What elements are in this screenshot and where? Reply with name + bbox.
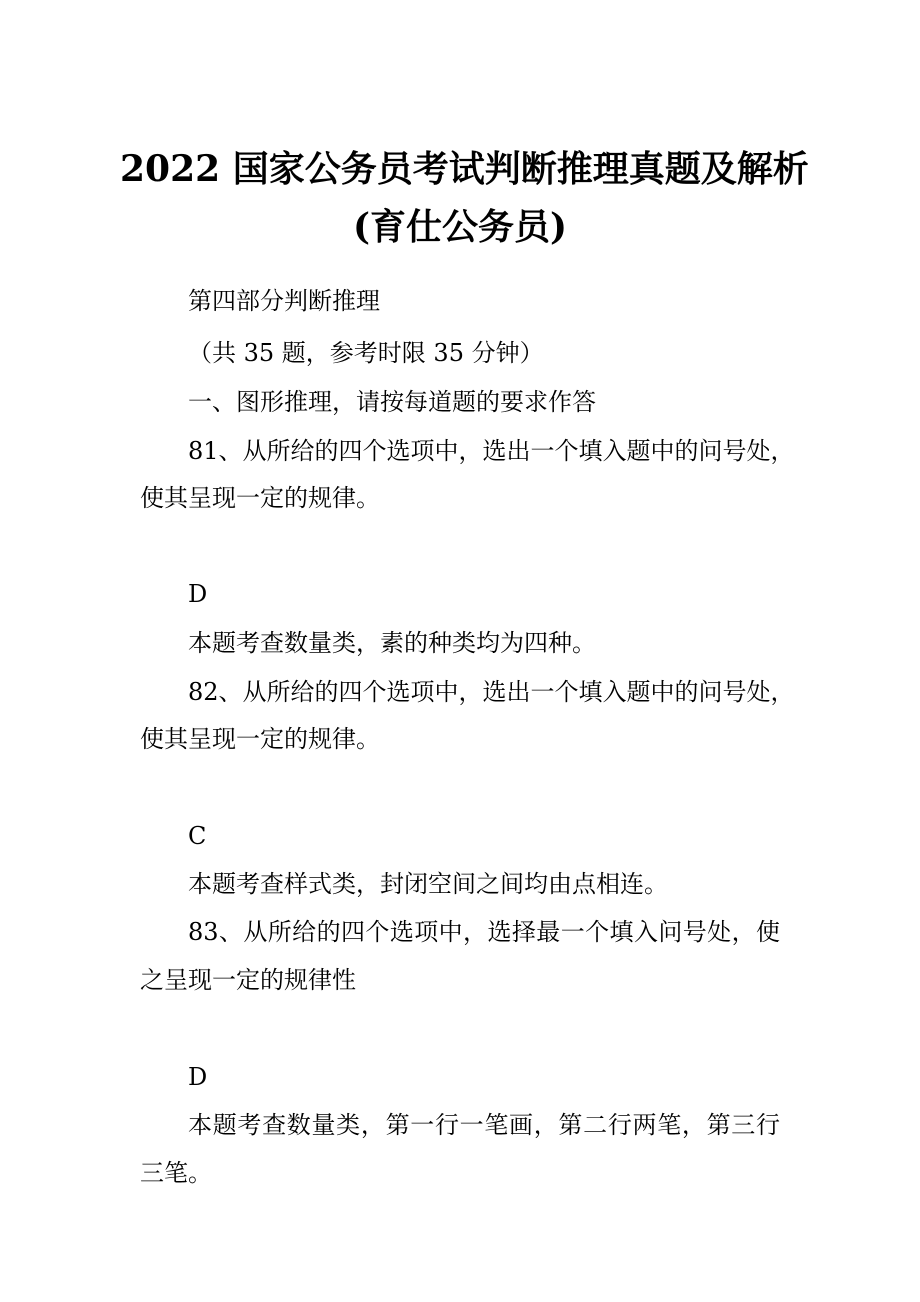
question-82-stem-line2: 使其呈现一定的规律。	[140, 725, 380, 753]
question-83-analysis-line1: 本题考查数量类，第一行一笔画，第二行两笔，第三行	[188, 1111, 780, 1139]
section-note: （共 35 题，参考时限 35 分钟）	[188, 339, 544, 367]
document-title: 2022 国家公务员考试判断推理真题及解析	[120, 148, 809, 190]
question-82-stem-line1: 82、从所给的四个选项中，选出一个填入题中的问号处，	[188, 678, 795, 706]
document-subtitle: (育仕公务员)	[352, 206, 568, 248]
question-83-analysis-line2: 三笔。	[140, 1159, 212, 1187]
question-81-stem-line2: 使其呈现一定的规律。	[140, 484, 380, 512]
question-81-analysis: 本题考查数量类，素的种类均为四种。	[188, 629, 596, 657]
section-heading: 第四部分判断推理	[188, 287, 380, 315]
question-83-answer: D	[188, 1063, 208, 1091]
question-83-stem-line2: 之呈现一定的规律性	[140, 966, 356, 994]
question-81-stem-line1: 81、从所给的四个选项中，选出一个填入题中的问号处，	[188, 437, 795, 465]
question-83-stem-line1: 83、从所给的四个选项中，选择最一个填入问号处，使	[188, 918, 780, 946]
question-82-answer: C	[188, 822, 207, 850]
question-82-analysis: 本题考查样式类，封闭空间之间均由点相连。	[188, 870, 668, 898]
question-81-answer: D	[188, 580, 208, 608]
subsection-heading: 一、图形推理，请按每道题的要求作答	[188, 388, 596, 416]
